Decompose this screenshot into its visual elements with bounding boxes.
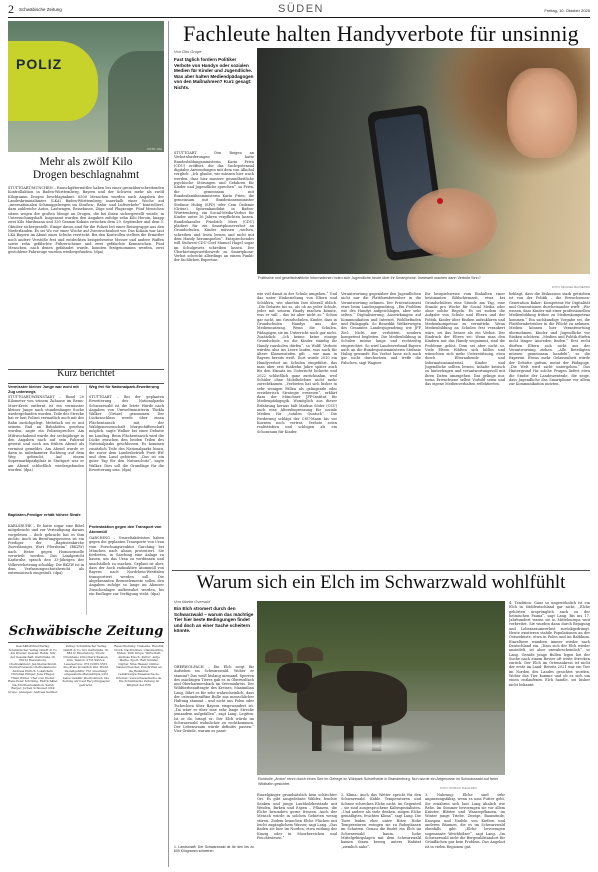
kurz-col-divider xyxy=(86,385,87,615)
main-body-col-3: Verantwortung gegenüber den Jugendlichen nicht nur die Plattformbetreiber in die Verantwortung nehmen. Der Präventionsrat etwa beim Landesjugendring. „Ein Problem wie des Handys aufgeschlagen, aber sehr selten.“ Digitalisierung, Auswirkungen auf Kommunikation und Internet, Wohlbefinden und Pädagogik. So Benedikt Welkerwegen des Gesamtes Landesjugendring wie JFF Ziel: Nicht nur verbieten, sondern kompetent begleiten. Die Medienbildung in Schulen müsse lange und rechtzeitig eingerichtet. So wird Landesverband Bayern auch an die Bundesjustizministerin Stefanie Hubig gewandt: Ein Verbot lasse sich auch gar nicht durchsetzen und treffe die Falschen, sagt Wagner. xyxy=(341,292,421,365)
masthead-rule xyxy=(8,642,164,643)
main-body-col-1: STUTTGART – Den Reigen an Verbotsforderungen hatte Bundesbildungsministerin Karin Prien (CDU) eröffnet, die das Suchtpotenzial digitaler Anwendungen mit dem von Alkohol verglich: „Ich glaube, wir müssen hier wach werden, dass hier massive gesundheitliche psychische Störungen und Gefahren für Kinder und Jugendliche sprechen“, so Prien, die gemeinsam mit Bundesfamilienministerin Karin Prien, die gemeinsam mit Bundesinnenminister Stefanie Hubig (SPD) oder Cem Özdemir (Grüne), Spitzenkandidat in Baden-Württemberg, ein Social-Media-Verbot für Kinder unter 16 Jahren verpflichten lassen. Bundeskanzler Friedrich Merz (CDU) plädiert für ein Smartphoneverbot an Grundschulen, Kinder müssen „wichen, schreiben und lesen lernen und nicht mit dem Handy herumspielen“. Entsprechendes will Südwest-CDU-Chef Manuel Hagel sogar im Schulgesetz schreiben lassen. Der Überbietungswettbewerb zu Smartphone-Verbot schreckt allerdings an einem Punkt: der fachlichen Expertise. xyxy=(174,151,254,263)
elk-body-col-5: 4. Tradition: Ganz so ungewöhnlich ist ein Elch in Süddeutschland gar nicht. „Elche gehörten ursprünglich auch zu der heimischen Fauna“, sagt Lang. Bis ins 17. Jahrhundert waren sie in Mitteleuropa weit verbreitet. Sie wurden dann durch Bejagung und Lebensraumverlust zurückgedrängt. Heute existieren stabile Populationen an der Ostseeküste, etwa in Polen und im Baltikum. Einzeltiere wandern immer wieder nach Deutschland ein. „Dass sich der Elch wieder ansiedelt, ist aber unwahrscheinlich“, so Lang. Gerade junge Bullen legen bei der Suche nach einem Revier oft weite Strecken zurück. Der Elch im Ortenaukreis ist nicht der erste im Land: Bereits 2021 war ein Tier im Norden des Landes gesichtet worden. Woher das Tier komme und ob es sich um einen entlaufenen Elch handle, sei bisher nicht bekannt. xyxy=(509,601,590,687)
elk-body-col-3: 2. Klima: Auch das Wetter spricht für den Schwarzwald. Kühle Temperaturen und Schnee schrecken Elche nicht, im Gegenteil – sie sind ausgesprochene Kältespezialisten. „Und andere als viele denken, mögen Elche gemäßigtes, feuchtes Klima“, sagt Lang. Die Tiere leiden eher unter Hitze. Hohe Temperaturen zwingen sie zu Ruhephasen im Schatten. Genau die findet ein Elch im Schwarzwald kaum, hohe Mittelgebirgslagen mit dem Schwarzwald kamen ihnen beweg unters Habitat „ziemlich nahe“. xyxy=(341,793,421,849)
main-author: Von Dirk Grupe xyxy=(174,49,202,54)
elk-item-1: 1. Landschaft: Der Schwarzwald ist für den bis zu 600 Kilogramm schweren xyxy=(174,845,254,854)
main-photo-caption: Politische und gesellschaftliche Informationen holen sich Jugendliche heute über ihr Smartphone. Inwieweit machen dann Verbote Sinn? xyxy=(258,276,481,280)
kurz-berichtet-title: Kurz berichtet xyxy=(57,368,115,379)
nail-polish xyxy=(437,198,443,204)
elk-author: Von Martin Oversohl xyxy=(174,599,211,604)
photo-hand xyxy=(407,188,497,258)
elk-splash xyxy=(317,736,437,756)
main-body-col-2: wie viel damit in der Schule umgehen.“ Und das unter Einbeziehung von Eltern und Schülern, wie ohnehin fast überall üblich. „Die Debatte tut so, als ob an jeder Schule, jeder mit seinem Handy machen könnte, was er will – das ist aber nicht so.“ Schon gar nicht, um Grundschulen, Kinder, dass in Grundschulen Handys aus der Mediennutzung. Wenn die Schulen, Pädagogen sie im Unterricht noch gar nicht. Zusätzlich: „Ich kenne keine einzige Grundschule, wo die Kinder ständig ihr Handy rausholen dürfen“, so Wolff. Verbote würden also ins Leere laufen, was auch für ältere Klassenstufen gilt – wie man in Bayern bereits weiß. Dort wurde 2010 ein Handyverbot an Schulen eingeführt, das man aber erst fünfzehn Jahre später auch für den Einsatz im Unterricht lockerte und 2022 schließlich ganz zurücknahm, weil Schüler ohne Mobiltelefone nicht mehr zurechtkamen. „Verbieten hat sich bisher in sehr wenigen Fällen als gelingende oder erzieherisch Strategie erwiesen“, erklärt dazu der Münchner JFF-Institut für Medienpädagogik. Womöglich aus dieser Erfahrung heraus hält Markus Söder (CSU) auch eine Altersbegrenzung für soziale Medien für „totalen Quatsch“. Die Forderung schlägt der CSU-Mann bis vor Kurzem noch vertrat, Verbote seien realitätsfern und schlugen als ein Schonraum für Kinder. xyxy=(257,292,337,434)
main-headline: Fachleute halten Handyverbote für unsinnig xyxy=(183,21,579,46)
kurz-body-4: GARCHING – Umweltaktivisten haben gegen die geplanten Transporte von Uran vom Forschungsreaktor Garching bei München nach Ahaus protestiert. Sie forderten, in Garching eine Anlage zu bauen, um das Uran zu verdünnen und unschädlich zu machen. Geplant ist aber, dass der hoch radioaktive Atommüll von Bayern nach Nordrhein-Westfalen transportiert werden soll. Die abgebrannten Brennelemente sollen den Angaben zufolge so lange im Ahauser Zwischenlager aufbewahrt werden, bis ein Endlager zur Verfügung steht. (dpa) xyxy=(89,536,164,596)
imprint-col-3: Ressortleitung: Titelseite: Hendrik Groth. Nachrichten: Claudia Kling. Süden: Dirk Grupe. Wirtschaft: Andreas Knoch. Kultur: Antje Merke. Sport: Ralf Schäfer. Digital: Nina Hauser. Online: Daniel Drescher. Zuschriften an die Redaktion: redaktion@schwaebische.de. Internet: www.schwaebische.de. Die Schwäbische Zeitung ist Mitglied der IVW. xyxy=(114,645,164,687)
main-photo-credit: FOTO: MICHAEL BAUSE/DPA xyxy=(551,285,590,289)
masthead-logo: Schwäbische Zeitung xyxy=(8,624,164,639)
kurz-headline-4: Protestaktion gegen den Transport von Atommüll xyxy=(89,524,162,534)
smartphone-photo xyxy=(257,48,590,274)
elk-headline: Warum sich ein Elch im Schwarzwald wohlfühlt xyxy=(196,572,566,593)
elk-antler-left xyxy=(265,649,293,663)
elk-body-shape xyxy=(297,671,407,726)
elk-photo-forest xyxy=(257,601,505,671)
page-number: 2 xyxy=(8,2,14,16)
section-rule xyxy=(172,570,590,571)
imprint-col-1: Geschäftsführer/Verlag: Schwäbischer Verlag GmbH & Co. KG Drexler, Gessler, Rehm. Sitz der Gesellschaft: Karlstraße 16, 88212 Ravensburg. Chefredakteur: Jan Kleinschmidt. Stellvertretende Chefredakteure: Andreas Ehrlich. Lokalchefs: Christian Pflüger, Jens Pfluger, Timm Witzel. Chef vom Dienst: Hans Peter Schöning, Ralf Schäfer. Nachrichtenredaktion: Sarah Berger, Jochen Schlosser, Dirk Grupe. Anzeigen: Andreas Sellmer. xyxy=(8,645,58,694)
kurz-headline-1: Vermisster kleiner Junge war wohl mit Zug unterwegs xyxy=(8,384,79,394)
elk-lead: Ein Elch stromert durch den Schwarzwald – warum das mächtige Tier hier beste Bedingungen findet und doch an einer Sache scheitern könnte. xyxy=(174,606,254,634)
main-body-col-5: beklagt, dass die Diskussion stark getrieben ist von der Politik – die Erwachsenen-Generation Baker: Kompetenz für Digitalität und Generationen durcheinander wirft: „Wir wissen, dass Kinder mit einer professionellen Medienbildung früher zu Medienkompetenz kommen.“ Ein sachkundige Vorgabe sei, die Plattformbetreiber in die Pflicht zu nehmen. Medien können hier Verantwortung übernehmen, Kinder und Jugendliche vor Risiken schützen. „Medien und Politik dürfen nicht länger Ausreden finden.“ Erst recht dürften Eltern sich nicht aus der Verantwortung ziehen. „Alle Beteiligten müssen gemeinsam handeln“, so die Expertin. Etwas mehr Gelassenheit würde der Debatte guttun, meint der Pädagoge. „Die Welt wird nicht untergehen.“ Das Hintergrund für solche Fragen liefert etwa die Studie der Landeszentrale, die zeige, dass Jugendliche das Smartphone vor allem zur Kommunikation nutzten. xyxy=(509,292,590,387)
kurz-body-3: STUTTGART – Bei der geplanten Erweiterung des Nationalparks Schwarzwald ist die letzte Hürde nach Angaben von Umweltministerin Thekla Walker (Grüne) genommen. Der Lückenschluss werde über einen Flächentausch mit der Waldgenossenschaft Murgschifferschaft möglich, sagte Walker bei einer Debatte im Landtag. Beim Flächentausch wird die Lücke zwischen den beiden Teilen des Nationalparks geschlossen. Es kommen zusätzlich Teile des Nationalparks hinzu, die zuvor dem Landesbetrieb Forst BW und dem Land gehörten. „Das ist ein guter Tag für den Naturschutz“, sagte Walker. Dies soll die Grundlage für die Erweiterung sein. (dpa) xyxy=(89,395,164,473)
kilo-photo-credit: FOTO: LKA xyxy=(147,147,162,151)
elk-photo xyxy=(257,601,505,775)
paper-name: Schwäbische Zeitung xyxy=(19,7,62,12)
polizei-lettering: POLIZ xyxy=(16,56,63,72)
page-header xyxy=(8,3,590,17)
header-rule xyxy=(8,17,590,18)
elk-body-col-1: OBERWOLFACH – Ein Elch sorgt für Aufsehen im Schwarzwald. Woher er stammt? Das weiß bislang niemand. Sperren des mächtigen Tieres gab es in Oberwolfach und Oberharmersbach im Ortenaukreis. Der Wildtierbeauftragte des Kreises, Maximilian Lang, fährt es für sehr wahrscheinlich, dass der ostwanderaffine Bulle aus menschlicher Haltung stammt – und nicht aus Polen oder Tschechien über Bayern eingewandert ist. „Da wäre er über eine sehr lange Strecke jemandem aufgefallen“, sagt Lang. Legitim: Ist er da, bringt er: Der Elch würde im Schwarzwald wohnlicher zu rechtkommen. Der Lebensraum würde definitiv passen.“ Vier Gründe, warum es passt: xyxy=(174,665,254,734)
elk-photo-caption: Elchbulle „Anton“ rennt durch einen See im Gehege im Wildpark Schorfheide in Brandenburg. Nun wurde ein Artgenosse im Schwarzwald auf freier Wildbahn gesichtet. xyxy=(258,777,499,786)
main-lead: Fast täglich fordern Politiker Verbote von Handys oder sozialen Medien für Kinder und Jugendliche. Was aber halten Mediendpädagogen von den Maßnahmen? Kurz gesagt: Nichts. xyxy=(174,57,254,90)
kurz-body-2: KARLSRUHE – Er hatte sogar eine Bibel mitgebracht und zur Verteidigung daraus vorgelesen – doch gebracht hat es ihm nichts: Auch im Berufungsprozess ist ein Prediger der „Baptistenkirche Zuverlässiges Wort Pforzheim“ (BKZW) nach Hetze gegen Homosexuelle verurteilt worden. Das Landgericht Karlsruhe sprach den 33-Jährigen der Volksverhetzung schuldig. Die BKZW ist in dem Verfassungsschutzbericht als extremistisch eingestuft. (dpa) xyxy=(8,524,84,576)
elk-body-col-2: Einzelgänger grundsätzlich kein schlechter Ort. Es gibt ausgedehnte Wälder, feuchte Senken und junge Laubholzbestände mit Weiden, Birken und Espen – Pflanzen, die Elche besonders gerne fressen. Auch der Mensch würde in solchen Gebieten wenig stören. Zudem brauchen Elche Flächen mit leicht zugänglichem Wasser, sagt Lang. „Das finden sie hier im Norden, etwa entlang der Kinzig oder in Moorbereichen und Feuchtwiesen.“ xyxy=(257,793,337,840)
elk-photo-credit: FOTO: PATRICK PLEUL/DPA xyxy=(440,786,477,790)
elk-antler-right xyxy=(297,647,323,661)
police-vest xyxy=(8,41,98,121)
kurz-headline-2: Baptisten-Prediger erhält höhere Strafe xyxy=(8,512,81,517)
header-date: Freitag, 10. Oktober 2025 xyxy=(544,8,590,13)
police-photo xyxy=(8,21,164,152)
kurz-headline-3: Weg frei für Nationalpark-Erweiterung xyxy=(89,384,159,389)
police-figure-shadow xyxy=(108,51,164,152)
section-title: SÜDEN xyxy=(278,3,325,15)
kilo-body: STUTTGART/MÜNCHEN – Rauschgiftermittler haben bei einer grenzüberschreitenden Kontrollaktion in Baden-Württemberg, Bayern und der Schweiz mehr als zwölf Kilogramm Drogen beschlagnahmt. 6500 Menschen wurden nach Angaben der Landeskriminalämter (LKA) Baden-Württemberg innerhalb einer Woche auf „internationalen Schmuggelwegen im Straßen-, Bahn- und Luftverkehr“ kontrolliert, dazu zahlreiche Autos, Lastwagen, Reisebusse, Züge und Flugzeuge. Fünf Menschen sitzen wegen der großen Menge an Drogen, die bei ihnen sichergestellt wurde, in Untersuchungshaft. Insgesamt wurden den Angaben zufolge zehn Kilo Heroin, knapp zwei Kilo Marihuana und 330 Gramm Kokain zwischen dem 29. September und dem 5. Oktober sichergestellt. Einige davon sind für die Polizei bei einer Reisegruppe aus den Niederlanden. Es sei Wo vor einer Woche auf Zweiwochenheit vor. Das Kokain war laut LKA Bayern im Abaut eines Schuhs versteckt. Bei den Kontrollen stellten die Ermittler noch andere Verstöße fest und entdeckten beispielsweise Messer und andere Waffen sowie zehn gefälschte Führerscheine und zwei gefälschte Kennzeichen. Fünf Menschen, nach denen gefahndet wurde, konnten festgenommen werden, zwei gestohlene Fahrzeuge wurden wiedergefunden. (dpa) xyxy=(8,186,164,255)
kurz-body-1: STUTTGART/WEINSTADT – Rund 20 Kilometer von seinem Zuhause im Rems-Murr-Kreis entfernt ist ein vermisster kleiner Junge nach stundenlanger Suche wiedergefunden worden. Teile der Strecke hat er laut Polizei vermutlich auch mit der Bahn zurückgelegt. Mehrfach sei er mit seinem Rad an Bahnhöfen gesehen worden, sagte ein Polizeisprecher. Am Mittwochabend wurde der sechsjährige in den Angaben nach auf sein Fahrrad gesetzt und noch am frühen Abend als vermisst gemeldet. Am Abend wurde er dann in unbekannter Richtung auf dem Weg gebracht. Auf einem Supermarktparkplatz in Stuttgart war er am Abend schließlich wiedergefunden worden. (dpa) xyxy=(8,395,84,473)
elk-head-shape xyxy=(277,663,312,693)
photo-face xyxy=(507,68,577,158)
imprint-col-2: Verlag: Schwäbischer Verlag GmbH & Co. KG, Karlstraße 16, 88212 Ravensburg. Druck: Druckhaus Ulm-Oberschwaben, Ulm. Telefon: 0751/2955-0. Leserservice: 0751/2955-5555. Abo-Preis monatlich inkl. MwSt. Zustellgebühr. Für unverlangt eingesandte Manuskripte wird keine Gewähr übernommen. Die Zeitung wird auf Recyclingpapier gedruckt. xyxy=(62,645,110,687)
left-column-divider xyxy=(168,21,169,867)
elk-body-col-4: 3. Nahrung: Elche sind sehr anpassungsfähig, wenn es ums Futter geht. Sie ernähren sich laut Lang ähnlich wie Rehe. Im Sommer bevorzugen sie vor allem Kräuter, Blätter und Wasserpflanzen, im Winter junge Triebe, Zweige, Baumrinde, Knospen und Nadeln von Kiefern und anderen Bäumen, die es im Schwarzwald ebenfalls gibt. „Elche bevorzugen sogenannte Weichhölzer“, sagt Lang. „Im Schwarzwald nicht die Bergwaldstandort für Grünflächen gar kein Problem. Das Angebot ist in vielen Regionen gut. xyxy=(425,793,505,849)
kilo-headline: Mehr als zwölf Kilo Drogen beschlagnahmt xyxy=(32,156,140,181)
main-body-col-4: Ihr beispielsweise vom Einhalten einer bestimmten Bildschirmzeit, etwa bei Grundschülern eine Stunde am Tag, eine Stunde pro Woche für Social Media oder ohne solche Regeln. Es sei zudem die Aufgabe von Schule und Eltern und der Politik, Kinder über Risiken aufzuklären und Medienkompetenz zu vermitteln. Wenn Medienbildung an Schulen fest verankert wäre, sei das besser als ein Verbot. Der Eindruck der Eltern sei: Wenn man den Kindern nur das Handy wegnimmt, sind die Probleme gelöst. Dem sei aber nicht so. Viele Eltern fühlten sich hilflos und wünschten sich mehr Unterstützung, etwa durch Elternabende und Informationsmaterial. Kinder und Jugendliche sollten lernen, Inhalte kritisch zu hinterfragen und verantwortungsvoll mit ihren Daten umzugehen. Das gelinge nur, wenn Erwachsene selbst Vorbild seien und das eigene Medienverhalten reflektierten. xyxy=(425,292,505,387)
